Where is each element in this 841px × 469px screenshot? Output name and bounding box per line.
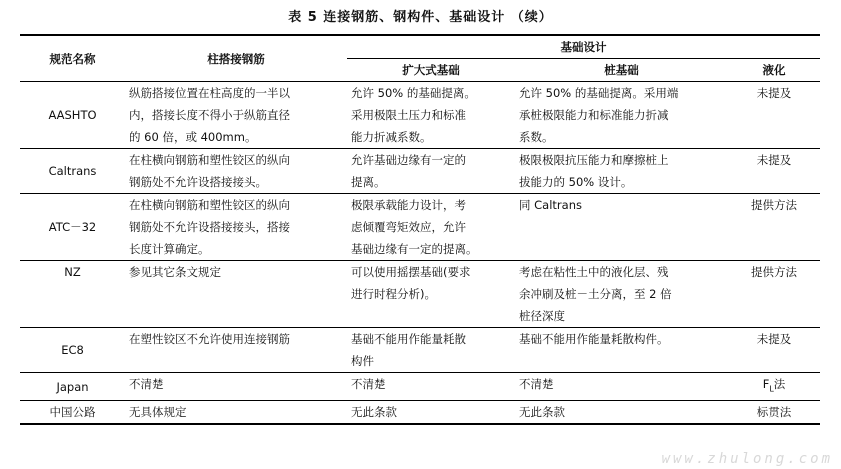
lap-cell [125,373,347,401]
liquefaction-suffix: 法 [773,377,786,391]
spec-name: AASHTO [20,82,125,149]
table-row [20,149,820,194]
cell-line: 虑倾覆弯矩效应，允许 [351,220,466,234]
liquefaction-subscript: L [769,384,774,394]
cell-line: 内，搭接长度不得小于纵筋直径 [129,108,290,122]
lap-cell [125,261,347,328]
pile-cell [515,373,728,401]
cell-line: 长度计算确定。 [129,242,210,256]
table-caption: 表 5 连接钢筋、钢构件、基础设计 （续） [288,10,553,25]
spread-cell [347,149,515,194]
cell-line: 纵筋搭接位置在柱高度的一半以 [129,86,290,100]
cell-line: 不清楚 [351,377,386,391]
liquefaction-symbol: F [762,377,770,391]
table-row [20,82,820,149]
table-row [20,328,820,373]
liquefaction-cell: 未提及 [728,149,820,194]
cell-line: 无具体规定 [129,405,187,420]
cell-line: 基础不能用作能量耗散构件。 [519,332,669,346]
header-liquefaction: 液化 [728,59,820,82]
lap-cell [125,401,347,425]
lap-cell [125,194,347,261]
liquefaction-cell: 未提及 [728,82,820,149]
cell-line: 同 Caltrans [519,198,582,212]
liquefaction-cell: 标贯法 [728,401,820,425]
watermark: www.zhulong.com [661,451,833,467]
pile-cell [515,82,728,149]
liquefaction-cell: 提供方法 [728,194,820,261]
lap-cell [125,82,347,149]
spread-cell [347,261,515,328]
cell-line: 可以使用摇摆基础(要求 [351,265,471,279]
spread-cell [347,82,515,149]
lap-cell [125,149,347,194]
spread-cell [347,373,515,401]
cell-line: 无此条款 [519,405,565,420]
cell-line: 桩径深度 [519,309,565,323]
cell-line: 考虑在粘性土中的液化层、残 [519,265,669,279]
cell-line: 允许基础边缘有一定的 [351,153,466,167]
cell-line: 钢筋处不允许设搭接接头，搭接 [129,220,290,234]
pile-cell [515,328,728,373]
cell-line: 不清楚 [519,377,554,391]
table-row [20,401,820,425]
table-row [20,194,820,261]
liquefaction-cell: 未提及 [728,328,820,373]
cell-line: 提离。 [351,175,386,189]
header-column-lap: 柱搭接钢筋 [125,35,347,82]
cell-line: 参见其它条文规定 [129,265,221,279]
spec-name: 中国公路 [20,401,125,425]
cell-line: 极限极限抗压能力和摩擦桩上 [519,153,669,167]
cell-line: 允许 50% 的基础提离。采用端 [519,86,679,100]
cell-line: 无此条款 [351,405,397,420]
table-body [20,82,820,425]
spec-name: Japan [20,373,125,401]
cell-line: 构件 [351,354,374,368]
cell-line: 在柱横向钢筋和塑性铰区的纵向 [129,153,290,167]
cell-line: 在塑性铰区不允许使用连接钢筋 [129,332,290,346]
spec-name: NZ [20,261,125,328]
cell-line: 采用极限土压力和标准 [351,108,466,122]
pile-cell [515,194,728,261]
header-spread-foundation: 扩大式基础 [347,59,515,82]
cell-line: 不清楚 [129,377,164,391]
spread-cell [347,401,515,425]
lap-cell [125,328,347,373]
spec-name: ATC－32 [20,194,125,261]
cell-line: 拔能力的 50% 设计。 [519,175,633,189]
cell-line: 进行时程分析)。 [351,287,436,301]
cell-line: 能力折减系数。 [351,130,432,144]
table-row [20,373,820,401]
cell-line: 钢筋处不允许设搭接接头。 [129,175,267,189]
spec-name: Caltrans [20,149,125,194]
header-foundation-design: 基础设计 [347,35,820,59]
cell-line: 极限承载能力设计，考 [351,198,466,212]
spec-table [20,34,820,425]
spread-cell [347,194,515,261]
cell-line: 余冲刷及桩－土分离，至 2 倍 [519,287,672,301]
cell-line: 的 60 倍，或 400mm。 [129,130,257,144]
cell-line: 基础不能用作能量耗散 [351,332,466,346]
cell-line: 在柱横向钢筋和塑性铰区的纵向 [129,198,290,212]
pile-cell [515,261,728,328]
spec-name: EC8 [20,328,125,373]
pile-cell [515,149,728,194]
spread-cell [347,328,515,373]
liquefaction-cell [728,373,820,401]
header-spec-name: 规范名称 [20,35,125,82]
cell-line: 基础边缘有一定的提离。 [351,242,478,256]
table-row [20,261,820,328]
pile-cell [515,401,728,425]
cell-line: 系数。 [519,130,554,144]
cell-line: 承桩极限能力和标准能力折减 [519,108,669,122]
cell-line: 允许 50% 的基础提离。 [351,86,476,100]
header-pile-foundation: 桩基础 [515,59,728,82]
liquefaction-cell: 提供方法 [728,261,820,328]
